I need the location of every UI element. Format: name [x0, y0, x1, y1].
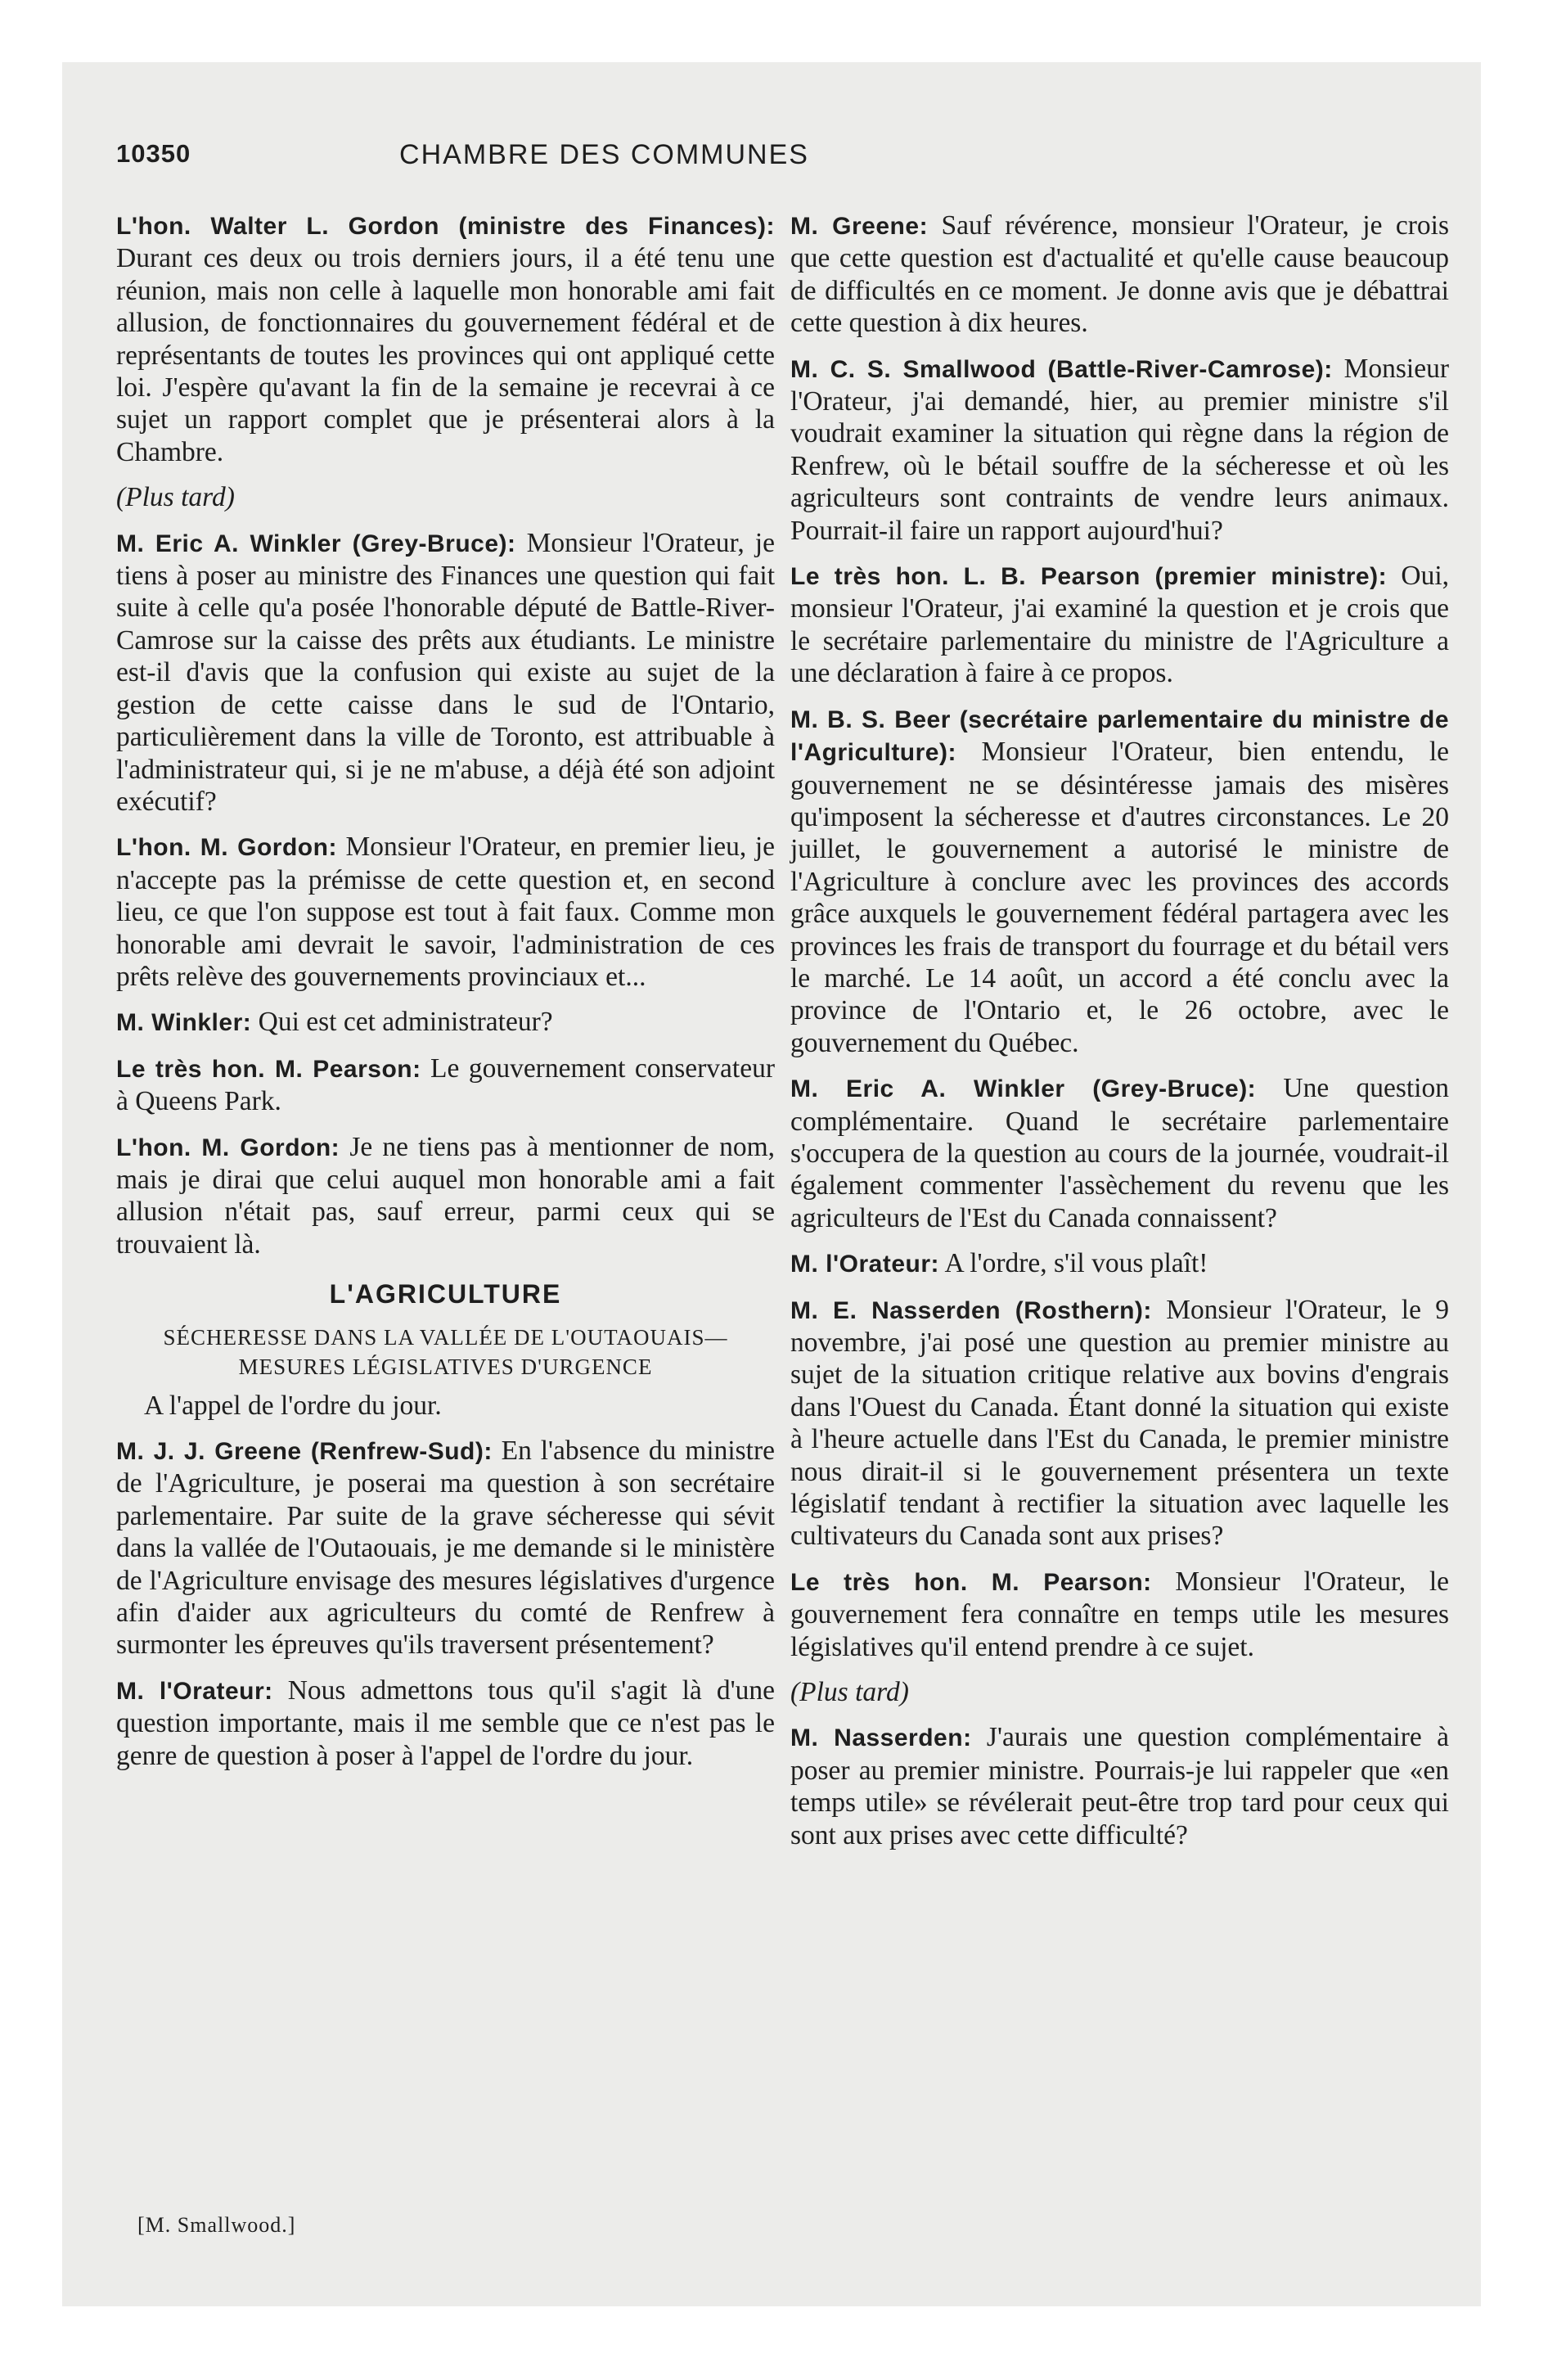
speech-text: Monsieur l'Orateur, en premier lieu, je n'accepte pas la prémisse de cette question et, en second lieu, ce que l'on suppose est tout à fait faux. Comme mon honorable ami devrait le savoir, l'administration de ces prêts relève des gouvernements provinciaux et... [116, 832, 775, 992]
paragraph [116, 1053, 775, 1118]
paragraph [116, 1006, 775, 1039]
speech-text: Oui, monsieur l'Orateur, j'ai examiné la question et je crois que le secrétaire parlementaire du ministre de l'Agriculture a une déclaration à faire à ce propos. [790, 561, 1450, 689]
later-note: (Plus tard) [116, 482, 235, 513]
speech-text: Durant ces deux ou trois derniers jours, il a été tenu une réunion, mais non celle à laquelle mon honorable ami fait allusion, de fonctionnaires du gouvernement fédéral et de représentants de toutes les provinces qui ont appliqué cette loi. J'espère qu'avant la fin de la semaine je recevrai à ce sujet un rapport complet que je présenterai alors à la Chambre. [116, 243, 775, 467]
speech-text: Nous admettons tous qu'il s'agit là d'une question importante, mais il me semble que ce n'est pas le genre de question à poser à l'appel de l'ordre du jour. [116, 1675, 775, 1771]
paragraph [116, 1435, 775, 1661]
speech-text: A l'ordre, s'il vous plaît! [939, 1248, 1208, 1279]
speech-text: Le gouvernement conservateur à Queens Park. [116, 1053, 776, 1117]
speaker-name: M. l'Orateur: [116, 1677, 273, 1705]
speaker-name: M. Winkler: [116, 1009, 252, 1037]
sub-heading: SÉCHERESSE DANS LA VALLÉE DE L'OUTAOUAIS—MESURES LÉGISLATIVES D'URGENCE [163, 1324, 728, 1379]
paragraph [790, 210, 1449, 340]
left-column [116, 210, 775, 1785]
speaker-name: Le très hon. M. Pearson: [790, 1568, 1152, 1596]
paragraph [790, 1721, 1449, 1851]
speech-text: Qui est cet administrateur? [251, 1007, 553, 1038]
speech-text: Sauf révérence, monsieur l'Orateur, je crois que cette question est d'actualité et qu'elle cause beaucoup de difficultés en ce moment. Je donne avis que je débattrai cette question à dix heures. [790, 210, 1449, 339]
paragraph [790, 1072, 1449, 1234]
paragraph [116, 527, 775, 818]
speech-text: Monsieur l'Orateur, le gouvernement fera connaître en temps utile les mesures législatives qu'il entend prendre à ce sujet. [790, 1566, 1449, 1662]
speaker-name: M. Eric A. Winkler (Grey-Bruce): [790, 1075, 1257, 1103]
speaker-name: L'hon. Walter L. Gordon (ministre des Finances): [116, 213, 775, 240]
paragraph [790, 353, 1449, 547]
footer-reference: [M. Smallwood.] [137, 2213, 296, 2237]
paragraph [116, 1675, 775, 1772]
speech-text: Je ne tiens pas à mentionner de nom, mais je dirai que celui auquel mon honorable ami a fait allusion n'était pas, sauf erreur, parmi ceux qui se trouvaient là. [116, 1131, 775, 1260]
running-head: CHAMBRE DES COMMUNES [399, 139, 809, 170]
right-column [790, 210, 1449, 1864]
section-heading: L'AGRICULTURE [329, 1279, 562, 1309]
paragraph [116, 210, 775, 468]
page-header [116, 139, 994, 185]
speech-text: En l'absence du ministre de l'Agriculture, je poserai ma question à son secrétaire parlementaire. Par suite de la grave sécheresse qui sévit dans la vallée de l'Outaouais, je me demande si le ministère de l'Agriculture envisage des mesures législatives d'urgence afin d'aider aux agriculteurs du comté de Renfrew à surmonter les épreuves qu'ils traversent présentement? [116, 1436, 775, 1661]
page-number: 10350 [116, 139, 191, 168]
speech-text: J'aurais une question complémentaire à poser au premier ministre. Pourrais-je lui rappeler que «en temps utile» se révélerait peut-être trop tard pour ceux qui sont aux prises avec cette difficulté? [790, 1722, 1449, 1850]
paragraph [790, 1566, 1449, 1663]
speaker-name: Le très hon. M. Pearson: [116, 1055, 421, 1083]
speaker-name: M. Nasserden: [790, 1724, 972, 1752]
speaker-name: M. E. Nasserden (Rosthern): [790, 1296, 1152, 1324]
paragraph [790, 1247, 1449, 1280]
paragraph [116, 1131, 775, 1261]
speaker-name: Le très hon. L. B. Pearson (premier ministre): [790, 563, 1388, 591]
speaker-name: M. B. S. Beer (secrétaire parlementaire du ministre de l'Agriculture): [790, 705, 1449, 767]
paragraph [790, 1294, 1449, 1553]
paragraph [116, 831, 775, 993]
speaker-name: L'hon. M. Gordon: [116, 834, 337, 862]
speech-text: Monsieur l'Orateur, bien entendu, le gouvernement ne se désintéresse jamais des misères qu'imposent la sécheresse et d'autres circonstances. Le 20 juillet, le gouvernement a autorisé le ministre de l'Agriculture à conclure avec les provinces des accords grâce auxquels le gouvernement fédéral partagera avec les provinces les frais de transport du fourrage et du bétail vers le marché. Le 14 août, un accord a été conclu avec la province de l'Ontario et, le 26 octobre, avec le gouvernement du Québec. [790, 737, 1449, 1058]
speaker-name: M. Greene: [790, 213, 929, 240]
speaker-name: M. J. J. Greene (Renfrew-Sud): [116, 1438, 493, 1465]
speech-text: Une question complémentaire. Quand le secrétaire parlementaire s'occupera de la question au cours de la journée, voudrait-il également commenter l'assèchement du revenu que les agriculteurs de l'Est du Canada connaissent? [790, 1073, 1449, 1233]
speaker-name: M. C. S. Smallwood (Battle-River-Camrose): [790, 355, 1333, 383]
paragraph [790, 560, 1449, 690]
speech-text: Monsieur l'Orateur, le 9 novembre, j'ai posé une question au premier ministre au sujet de la situation critique relative aux bovins d'engrais dans l'Ouest du Canada. Étant donné la situation qui existe à l'heure actuelle dans l'Est du Canada, le premier ministre nous dirait-il si le gouvernement présentera un texte législatif tendant à rectifier la situation avec laquelle les cultivateurs du Canada sont aux prises? [790, 1294, 1450, 1552]
speech-text: Monsieur l'Orateur, j'ai demandé, hier, au premier ministre s'il voudrait examiner la situation qui règne dans la région de Renfrew, où le bétail souffre de la sécheresse et où les agriculteurs sont contraints de vendre leurs animaux. Pourrait-il faire un rapport aujourd'hui? [790, 353, 1449, 546]
order-call: A l'appel de l'ordre du jour. [144, 1390, 442, 1421]
speech-text: Monsieur l'Orateur, je tiens à poser au ministre des Finances une question qui fait suite à celle qu'a posée l'honorable député de Battle-River-Camrose sur la caisse des prêts aux étudiants. Le ministre est-il d'avis que la confusion qui existe au sujet de la gestion de cette caisse dans le sud de l'Ontario, particulièrement dans la ville de Toronto, est attribuable à l'administrateur qui, si je ne m'abuse, a déjà été son adjoint exécutif? [116, 527, 775, 817]
speaker-name: M. Eric A. Winkler (Grey-Bruce): [116, 530, 516, 557]
paragraph [790, 703, 1449, 1059]
later-note: (Plus tard) [790, 1677, 909, 1708]
speaker-name: L'hon. M. Gordon: [116, 1134, 340, 1161]
speaker-name: M. l'Orateur: [790, 1251, 939, 1278]
